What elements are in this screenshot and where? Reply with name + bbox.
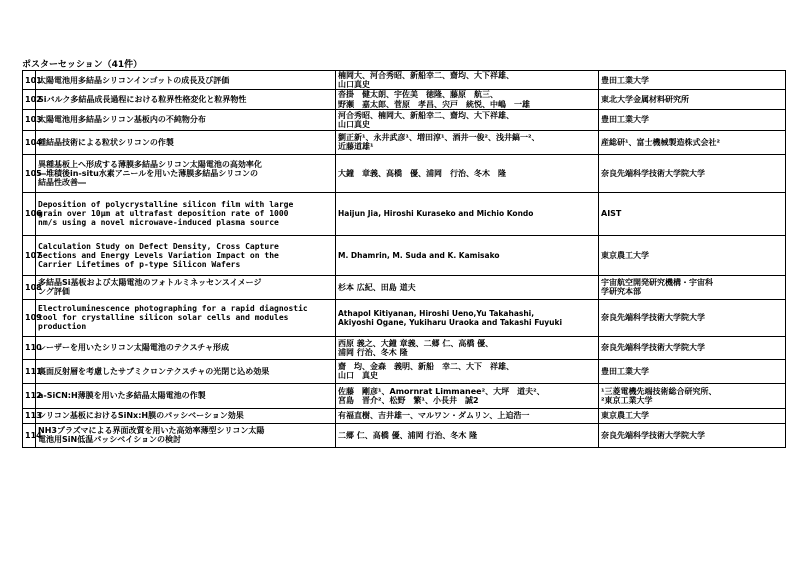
table-row	[23, 71, 786, 90]
row-authors: Haijun Jia, Hiroshi Kuraseko and Michio Kondo	[336, 192, 599, 235]
table-row	[23, 235, 786, 275]
row-affiliation: 奈良先端科学技術大学院大学	[599, 336, 786, 359]
row-number: 102	[23, 90, 36, 109]
row-title: 多結晶Si基板および太陽電池のフォトルミネッセンスイメージ ング評価	[36, 275, 336, 299]
table-row	[23, 359, 786, 383]
row-authors: 西原 義之、大鐘 章義、二郷 仁、高橋 優、 浦岡 行治、冬木 隆	[336, 336, 599, 359]
page-title: ポスターセッション（41件）	[22, 60, 143, 70]
row-affiliation: ¹三菱電機先端技術総合研究所、 ²東京工業大学	[599, 383, 786, 408]
row-authors: M. Dhamrin, M. Suda and K. Kamisako	[336, 235, 599, 275]
row-authors: 沓掛 健太朗、宇佐美 徳隆、藤原 航三、 野瀬 嘉太郎、菅原 孝昌、宍戸 統悦、中嶋 一雄	[336, 90, 599, 109]
row-title: Calculation Study on Defect Density, Cross Capture Sections and Energy Levels Variation Impact on the Carrier Lifetimes of p-type Silicon Wafers	[36, 235, 336, 275]
table-row	[23, 154, 786, 192]
row-number: 108	[23, 275, 36, 299]
row-title: 種結晶技術による粒状シリコンの作製	[36, 130, 336, 154]
row-affiliation: 奈良先端科学技術大学院大学	[599, 299, 786, 336]
row-authors: Athapol Kitiyanan, Hiroshi Ueno,Yu Takahashi, Akiyoshi Ogane, Yukiharu Uraoka and Takashi Fuyuki	[336, 299, 599, 336]
table-row	[23, 299, 786, 336]
row-authors: 佐藤 剛彦¹、Amornrat Limmanee²、大坪 道夫²、 宮島 晋介²、松野 繁¹、小長井 誠2	[336, 383, 599, 408]
row-affiliation: 宇宙航空開発研究機構・宇宙科 学研究本部	[599, 275, 786, 299]
table-row	[23, 423, 786, 447]
row-number: 104	[23, 130, 36, 154]
row-authors: 楠岡大、河合秀昭、新船幸二、齋均、大下祥雄、 山口真史	[336, 71, 599, 90]
row-title: 裏面反射層を考慮したサブミクロンテクスチャの光閉じ込め効果	[36, 359, 336, 383]
table-row	[23, 90, 786, 109]
row-affiliation: 豊田工業大学	[599, 359, 786, 383]
row-title: 太陽電池用多結晶シリコン基板内の不純物分布	[36, 109, 336, 130]
row-number: 105	[23, 154, 36, 192]
row-title: NH3プラズマによる界面改質を用いた高効率薄型シリコン太陽 電池用SiN低温パッシベイションの検討	[36, 423, 336, 447]
row-authors: 河合秀昭、楠岡大、新船幸二、齋均、大下祥雄、 山口真史	[336, 109, 599, 130]
row-number: 109	[23, 299, 36, 336]
row-title: a-SiCN:H薄膜を用いた多結晶太陽電池の作製	[36, 383, 336, 408]
row-number: 114	[23, 423, 36, 447]
row-authors: 二郷 仁、高橋 優、浦岡 行治、冬木 隆	[336, 423, 599, 447]
row-number: 111	[23, 359, 36, 383]
row-title: シリコン基板におけるSiNx:H膜のパッシベーション効果	[36, 408, 336, 423]
row-affiliation: 奈良先端科学技術大学院大学	[599, 154, 786, 192]
row-number: 106	[23, 192, 36, 235]
row-affiliation: AIST	[599, 192, 786, 235]
row-title: Siバルク多結晶成長過程における粒界性格変化と粒界物性	[36, 90, 336, 109]
table-row	[23, 336, 786, 359]
row-affiliation: 東北大学金属材料研究所	[599, 90, 786, 109]
row-affiliation: 産総研¹、富士機械製造株式会社²	[599, 130, 786, 154]
row-number: 112	[23, 383, 36, 408]
row-number: 107	[23, 235, 36, 275]
row-authors: 劉正新¹、永井武彦¹、増田淳¹、酒井一俊²、浅井鎬一²、 近藤道雄¹	[336, 130, 599, 154]
row-affiliation: 豊田工業大学	[599, 109, 786, 130]
row-authors: 有福直樹、吉井雄一、マルワン・ダムリン、上迫浩一	[336, 408, 599, 423]
row-authors: 杉本 広紀、田島 道夫	[336, 275, 599, 299]
row-affiliation: 奈良先端科学技術大学院大学	[599, 423, 786, 447]
row-title: 異種基板上へ形成する薄膜多結晶シリコン太陽電池の高効率化 ―堆積後in-situ水素アニールを用いた薄膜多結晶シリコンの 結晶性改善―	[36, 154, 336, 192]
row-title: 太陽電池用多結晶シリコンインゴットの成長及び評価	[36, 71, 336, 90]
row-number: 110	[23, 336, 36, 359]
row-number: 113	[23, 408, 36, 423]
table-row	[23, 192, 786, 235]
row-authors: 齋 均、金森 義明、新船 幸二、大下 祥雄、 山口 真史	[336, 359, 599, 383]
table-row	[23, 408, 786, 423]
row-authors: 大鐘 章義、高橋 優、浦岡 行治、冬木 隆	[336, 154, 599, 192]
table-row	[23, 130, 786, 154]
table-row	[23, 275, 786, 299]
row-title: Electroluminescence photographing for a rapid diagnostic tool for crystalline silicon solar cells and modules production	[36, 299, 336, 336]
row-affiliation: 東京農工大学	[599, 235, 786, 275]
table-row	[23, 383, 786, 408]
table-row	[23, 109, 786, 130]
row-title: Deposition of polycrystalline silicon film with large grain over 10μm at ultrafast deposition rate of 1000 nm/s using a novel microwave-induced plasma source	[36, 192, 336, 235]
row-title: レーザーを用いたシリコン太陽電池のテクスチャ形成	[36, 336, 336, 359]
row-number: 103	[23, 109, 36, 130]
row-affiliation: 東京農工大学	[599, 408, 786, 423]
row-number: 101	[23, 71, 36, 90]
poster-session-table	[22, 70, 786, 448]
row-affiliation: 豊田工業大学	[599, 71, 786, 90]
